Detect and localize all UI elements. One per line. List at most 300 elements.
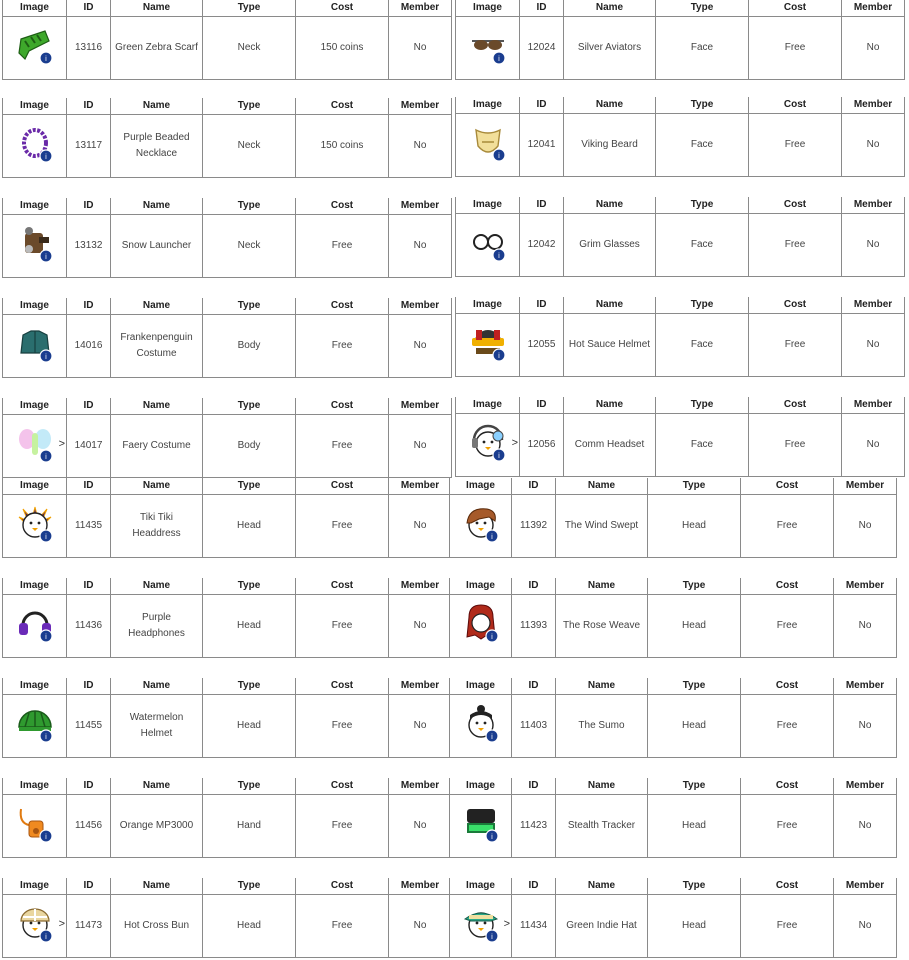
item-name-cell: [111, 695, 203, 758]
column-header-cost: Cost: [749, 97, 842, 114]
costume-icon[interactable]: [15, 323, 55, 363]
item-id: 14017: [74, 440, 103, 451]
column-header-name: Name: [556, 478, 648, 495]
table-row: [456, 314, 905, 377]
column-header-image: Image: [3, 98, 67, 115]
left-item-table: [2, 98, 452, 178]
item-name: Comm Headset: [574, 439, 645, 450]
item-id-cell: [520, 314, 564, 377]
item-image-cell: [456, 414, 520, 477]
item-member-cell: [389, 695, 452, 758]
table-header-row: [450, 578, 897, 595]
item-member-cell: [834, 495, 897, 558]
item-member: No: [413, 820, 427, 831]
column-header-image: Image: [3, 478, 67, 495]
column-header-type: Type: [648, 478, 741, 495]
watermelon-helmet-icon[interactable]: [15, 703, 55, 743]
item-member: No: [413, 620, 427, 631]
item-id: 13116: [74, 42, 103, 53]
column-header-cost: Cost: [296, 678, 389, 695]
item-image-cell: [3, 315, 67, 378]
item-cost: Free: [331, 440, 353, 451]
item-cost-cell: [749, 414, 842, 477]
more-arrow-icon[interactable]: >: [58, 438, 65, 450]
item-image-cell: [450, 795, 512, 858]
column-header-member: Member: [389, 398, 452, 415]
item-type: Face: [690, 42, 714, 53]
item-name-cell: [111, 795, 203, 858]
column-header-member: Member: [389, 298, 452, 315]
column-header-member: Member: [389, 878, 452, 895]
item-id-cell: [67, 695, 111, 758]
column-header-cost: Cost: [741, 878, 834, 895]
item-image-cell: [3, 895, 67, 958]
column-header-member: Member: [389, 98, 452, 115]
column-header-type: Type: [203, 478, 296, 495]
hair-brown-icon[interactable]: [461, 503, 501, 543]
mp3-player-icon[interactable]: [15, 803, 55, 843]
item-type: Head: [682, 920, 706, 931]
column-header-image: Image: [456, 397, 520, 414]
left-item-table: [2, 478, 452, 558]
column-header-member: Member: [389, 578, 452, 595]
column-header-type: Type: [648, 678, 741, 695]
hot-cross-bun-icon[interactable]: [15, 903, 55, 943]
more-arrow-icon[interactable]: >: [503, 918, 510, 930]
item-member-cell: [842, 414, 905, 477]
item-member-cell: [834, 895, 897, 958]
right-item-table: [455, 0, 905, 80]
item-name: Silver Aviators: [577, 42, 642, 53]
item-name: Frankenpenguin Costume: [120, 332, 193, 359]
item-image-cell: [3, 795, 67, 858]
right-item-table: [449, 578, 897, 658]
table-row: [3, 115, 452, 178]
item-id-cell: [67, 895, 111, 958]
table-row: [3, 795, 452, 858]
table-row: [3, 595, 452, 658]
column-header-id: ID: [67, 0, 111, 17]
column-header-cost: Cost: [296, 198, 389, 215]
item-member-cell: [389, 895, 452, 958]
item-type: Head: [237, 920, 261, 931]
item-cost: Free: [331, 240, 353, 251]
item-cost: Free: [784, 139, 806, 150]
item-type: Face: [690, 239, 714, 250]
item-type-cell: [203, 695, 296, 758]
column-header-type: Type: [656, 0, 749, 17]
item-type: Body: [237, 440, 261, 451]
item-member: No: [858, 920, 872, 931]
item-id-cell: [520, 114, 564, 177]
column-header-type: Type: [648, 878, 741, 895]
left-item-table: [2, 878, 452, 958]
item-member-cell: [842, 314, 905, 377]
column-header-type: Type: [203, 578, 296, 595]
item-cost-cell: [296, 895, 389, 958]
column-header-cost: Cost: [296, 298, 389, 315]
svg-text:i: i: [44, 533, 47, 541]
item-cost: 150 coins: [320, 140, 364, 151]
table-header-row: [3, 0, 452, 17]
item-cost: Free: [784, 439, 806, 450]
item-name-cell: [111, 895, 203, 958]
item-member-cell: [389, 495, 452, 558]
column-header-type: Type: [203, 778, 296, 795]
item-name: Tiki Tiki Headdress: [132, 512, 181, 539]
item-cost-cell: [296, 17, 389, 80]
column-header-name: Name: [111, 878, 203, 895]
column-header-image: Image: [450, 878, 512, 895]
table-row: [3, 895, 452, 958]
item-member: No: [413, 240, 427, 251]
item-name-cell: [564, 214, 656, 277]
column-header-cost: Cost: [741, 678, 834, 695]
item-image-cell: [456, 114, 520, 177]
item-id: 11435: [74, 520, 103, 531]
beard-icon[interactable]: [468, 122, 508, 162]
item-type: Hand: [237, 820, 261, 831]
item-id-cell: [67, 495, 111, 558]
column-header-cost: Cost: [296, 398, 389, 415]
item-cost-cell: [296, 415, 389, 478]
table-row: [3, 215, 452, 278]
column-header-id: ID: [67, 98, 111, 115]
item-cost: Free: [331, 720, 353, 731]
item-type-cell: [203, 895, 296, 958]
item-type-cell: [656, 114, 749, 177]
column-header-cost: Cost: [741, 778, 834, 795]
svg-text:i: i: [497, 352, 500, 360]
table-row: [3, 17, 452, 80]
item-cost-cell: [749, 314, 842, 377]
svg-text:i: i: [490, 733, 493, 741]
table-row: [456, 114, 905, 177]
item-type-cell: [203, 115, 296, 178]
item-cost-cell: [296, 215, 389, 278]
column-header-name: Name: [111, 478, 203, 495]
item-id: 13117: [74, 140, 103, 151]
table-header-row: [456, 397, 905, 414]
item-image-cell: [456, 214, 520, 277]
item-image-cell: [450, 595, 512, 658]
column-header-cost: Cost: [296, 478, 389, 495]
column-header-cost: Cost: [741, 478, 834, 495]
item-member-cell: [389, 215, 452, 278]
item-image-cell: [456, 314, 520, 377]
column-header-type: Type: [203, 298, 296, 315]
svg-text:i: i: [490, 933, 493, 941]
column-header-id: ID: [520, 97, 564, 114]
item-name: Purple Headphones: [128, 612, 185, 639]
item-name: Purple Beaded Necklace: [123, 132, 190, 159]
table-header-row: [3, 878, 452, 895]
table-header-row: [450, 478, 897, 495]
sumo-hair-icon[interactable]: [461, 703, 501, 743]
item-cost-cell: [741, 795, 834, 858]
column-header-cost: Cost: [296, 98, 389, 115]
item-member: No: [413, 42, 427, 53]
left-item-table: [2, 198, 452, 278]
svg-text:i: i: [44, 733, 47, 741]
item-id-cell: [512, 695, 556, 758]
item-member: No: [866, 139, 880, 150]
item-type-cell: [648, 595, 741, 658]
column-header-name: Name: [556, 778, 648, 795]
headphones-icon[interactable]: [15, 603, 55, 643]
item-cost-cell: [296, 315, 389, 378]
headset-icon[interactable]: [468, 422, 508, 462]
item-type-cell: [648, 495, 741, 558]
item-type-cell: [648, 695, 741, 758]
item-type-cell: [203, 795, 296, 858]
column-header-type: Type: [203, 398, 296, 415]
table-header-row: [3, 778, 452, 795]
indie-hat-icon[interactable]: [461, 903, 501, 943]
item-cost: Free: [776, 620, 798, 631]
item-id-cell: [67, 415, 111, 478]
item-member-cell: [389, 315, 452, 378]
item-name-cell: [111, 495, 203, 558]
column-header-name: Name: [111, 778, 203, 795]
column-header-member: Member: [842, 397, 905, 414]
column-header-name: Name: [556, 578, 648, 595]
more-arrow-icon[interactable]: >: [58, 918, 65, 930]
column-header-id: ID: [520, 397, 564, 414]
item-cost: Free: [776, 820, 798, 831]
snow-launcher-icon[interactable]: [15, 223, 55, 263]
column-header-image: Image: [456, 197, 520, 214]
item-member: No: [858, 720, 872, 731]
item-type: Neck: [237, 42, 261, 53]
item-id-cell: [512, 595, 556, 658]
column-header-image: Image: [456, 297, 520, 314]
item-name-cell: [111, 215, 203, 278]
column-header-id: ID: [67, 678, 111, 695]
table-header-row: [3, 578, 452, 595]
column-header-type: Type: [656, 397, 749, 414]
column-header-member: Member: [389, 198, 452, 215]
item-member-cell: [389, 595, 452, 658]
item-image-cell: [3, 695, 67, 758]
item-type: Face: [690, 139, 714, 150]
item-cost: 150 coins: [320, 42, 364, 53]
item-cost: Free: [784, 239, 806, 250]
item-name-cell: [564, 414, 656, 477]
item-type-cell: [203, 495, 296, 558]
table-row: [450, 495, 897, 558]
column-header-id: ID: [67, 478, 111, 495]
item-name-cell: [111, 115, 203, 178]
column-header-cost: Cost: [749, 297, 842, 314]
svg-text:i: i: [44, 253, 47, 261]
item-member: No: [866, 439, 880, 450]
item-name: Hot Sauce Helmet: [568, 339, 651, 350]
item-id-cell: [67, 795, 111, 858]
left-item-table: [2, 0, 452, 80]
more-arrow-icon[interactable]: >: [511, 437, 518, 449]
item-member-cell: [389, 795, 452, 858]
column-header-name: Name: [111, 298, 203, 315]
item-member: No: [866, 239, 880, 250]
item-id: 11392: [519, 520, 548, 531]
item-id-cell: [67, 17, 111, 80]
column-header-type: Type: [656, 197, 749, 214]
item-cost-cell: [296, 695, 389, 758]
item-image-cell: [450, 695, 512, 758]
item-image-cell: [3, 17, 67, 80]
column-header-member: Member: [389, 478, 452, 495]
column-header-name: Name: [564, 397, 656, 414]
item-id-cell: [67, 315, 111, 378]
svg-text:i: i: [44, 633, 47, 641]
column-header-image: Image: [450, 778, 512, 795]
column-header-image: Image: [3, 198, 67, 215]
item-type-cell: [656, 214, 749, 277]
stealth-tracker-icon[interactable]: [461, 803, 501, 843]
column-header-name: Name: [111, 578, 203, 595]
aviators-icon[interactable]: [468, 25, 508, 65]
table-header-row: [3, 198, 452, 215]
item-cost-cell: [296, 795, 389, 858]
column-header-member: Member: [834, 778, 897, 795]
item-member: No: [413, 440, 427, 451]
column-header-image: Image: [450, 678, 512, 695]
item-member-cell: [389, 17, 452, 80]
svg-text:i: i: [44, 833, 47, 841]
faery-costume-icon[interactable]: [15, 423, 55, 463]
item-id: 12042: [527, 239, 556, 250]
item-member: No: [866, 339, 880, 350]
item-cost: Free: [331, 820, 353, 831]
column-header-image: Image: [3, 298, 67, 315]
item-id-cell: [520, 214, 564, 277]
item-name-cell: [556, 495, 648, 558]
purple-necklace-icon[interactable]: [15, 123, 55, 163]
item-id-cell: [67, 215, 111, 278]
item-name: Stealth Tracker: [567, 820, 636, 831]
item-name: The Wind Swept: [564, 520, 639, 531]
svg-text:i: i: [497, 152, 500, 160]
item-image-cell: [3, 215, 67, 278]
item-type-cell: [656, 414, 749, 477]
green-scarf-icon[interactable]: [15, 25, 55, 65]
glasses-icon[interactable]: [468, 222, 508, 262]
item-type-cell: [203, 595, 296, 658]
column-header-image: Image: [456, 0, 520, 17]
item-type: Neck: [237, 240, 261, 251]
item-id: 11403: [519, 720, 548, 731]
item-type-cell: [648, 895, 741, 958]
item-member-cell: [834, 795, 897, 858]
right-item-table: [449, 878, 897, 958]
item-cost: Free: [776, 520, 798, 531]
item-type-cell: [203, 17, 296, 80]
item-name-cell: [556, 695, 648, 758]
column-header-id: ID: [512, 478, 556, 495]
item-id-cell: [512, 895, 556, 958]
hot-sauce-helmet-icon[interactable]: [468, 322, 508, 362]
table-header-row: [450, 778, 897, 795]
table-header-row: [450, 878, 897, 895]
table-row: [450, 695, 897, 758]
column-header-name: Name: [111, 398, 203, 415]
hair-red-icon[interactable]: [461, 603, 501, 643]
svg-text:i: i: [490, 833, 493, 841]
item-type-cell: [656, 314, 749, 377]
tiki-headdress-icon[interactable]: [15, 503, 55, 543]
item-id-cell: [512, 795, 556, 858]
item-id-cell: [67, 595, 111, 658]
table-header-row: [456, 0, 905, 17]
item-name-cell: [564, 17, 656, 80]
item-member: No: [866, 42, 880, 53]
item-id: 11423: [519, 820, 548, 831]
column-header-member: Member: [834, 578, 897, 595]
table-header-row: [456, 97, 905, 114]
right-item-table: [455, 197, 905, 277]
table-row: [3, 695, 452, 758]
right-item-table: [455, 97, 905, 177]
column-header-id: ID: [520, 197, 564, 214]
item-type: Head: [682, 520, 706, 531]
item-id: 11456: [74, 820, 103, 831]
item-name: The Rose Weave: [562, 620, 641, 631]
table-row: [3, 315, 452, 378]
item-id: 11455: [74, 720, 103, 731]
item-cost-cell: [741, 695, 834, 758]
item-name-cell: [564, 114, 656, 177]
item-cost: Free: [784, 42, 806, 53]
column-header-type: Type: [203, 198, 296, 215]
column-header-type: Type: [203, 678, 296, 695]
item-member: No: [413, 520, 427, 531]
item-cost-cell: [741, 895, 834, 958]
table-header-row: [456, 197, 905, 214]
item-name: Orange MP3000: [119, 820, 194, 831]
column-header-id: ID: [67, 578, 111, 595]
item-id-cell: [67, 115, 111, 178]
item-type: Head: [682, 620, 706, 631]
item-id: 12056: [527, 439, 556, 450]
column-header-id: ID: [67, 778, 111, 795]
right-item-table: [455, 297, 905, 377]
table-header-row: [3, 398, 452, 415]
item-name-cell: [111, 415, 203, 478]
item-member: No: [413, 720, 427, 731]
item-type-cell: [203, 415, 296, 478]
column-header-name: Name: [564, 297, 656, 314]
item-id: 12024: [527, 42, 556, 53]
column-header-type: Type: [203, 0, 296, 17]
column-header-member: Member: [842, 97, 905, 114]
column-header-type: Type: [203, 98, 296, 115]
svg-text:i: i: [490, 533, 493, 541]
column-header-image: Image: [3, 878, 67, 895]
column-header-member: Member: [834, 478, 897, 495]
column-header-member: Member: [842, 0, 905, 17]
table-header-row: [3, 298, 452, 315]
column-header-id: ID: [67, 198, 111, 215]
item-name-cell: [111, 595, 203, 658]
column-header-image: Image: [3, 778, 67, 795]
left-item-table: [2, 578, 452, 658]
table-header-row: [3, 98, 452, 115]
left-item-table: [2, 778, 452, 858]
item-image-cell: [3, 115, 67, 178]
item-name: Snow Launcher: [121, 240, 192, 251]
item-member: No: [413, 340, 427, 351]
